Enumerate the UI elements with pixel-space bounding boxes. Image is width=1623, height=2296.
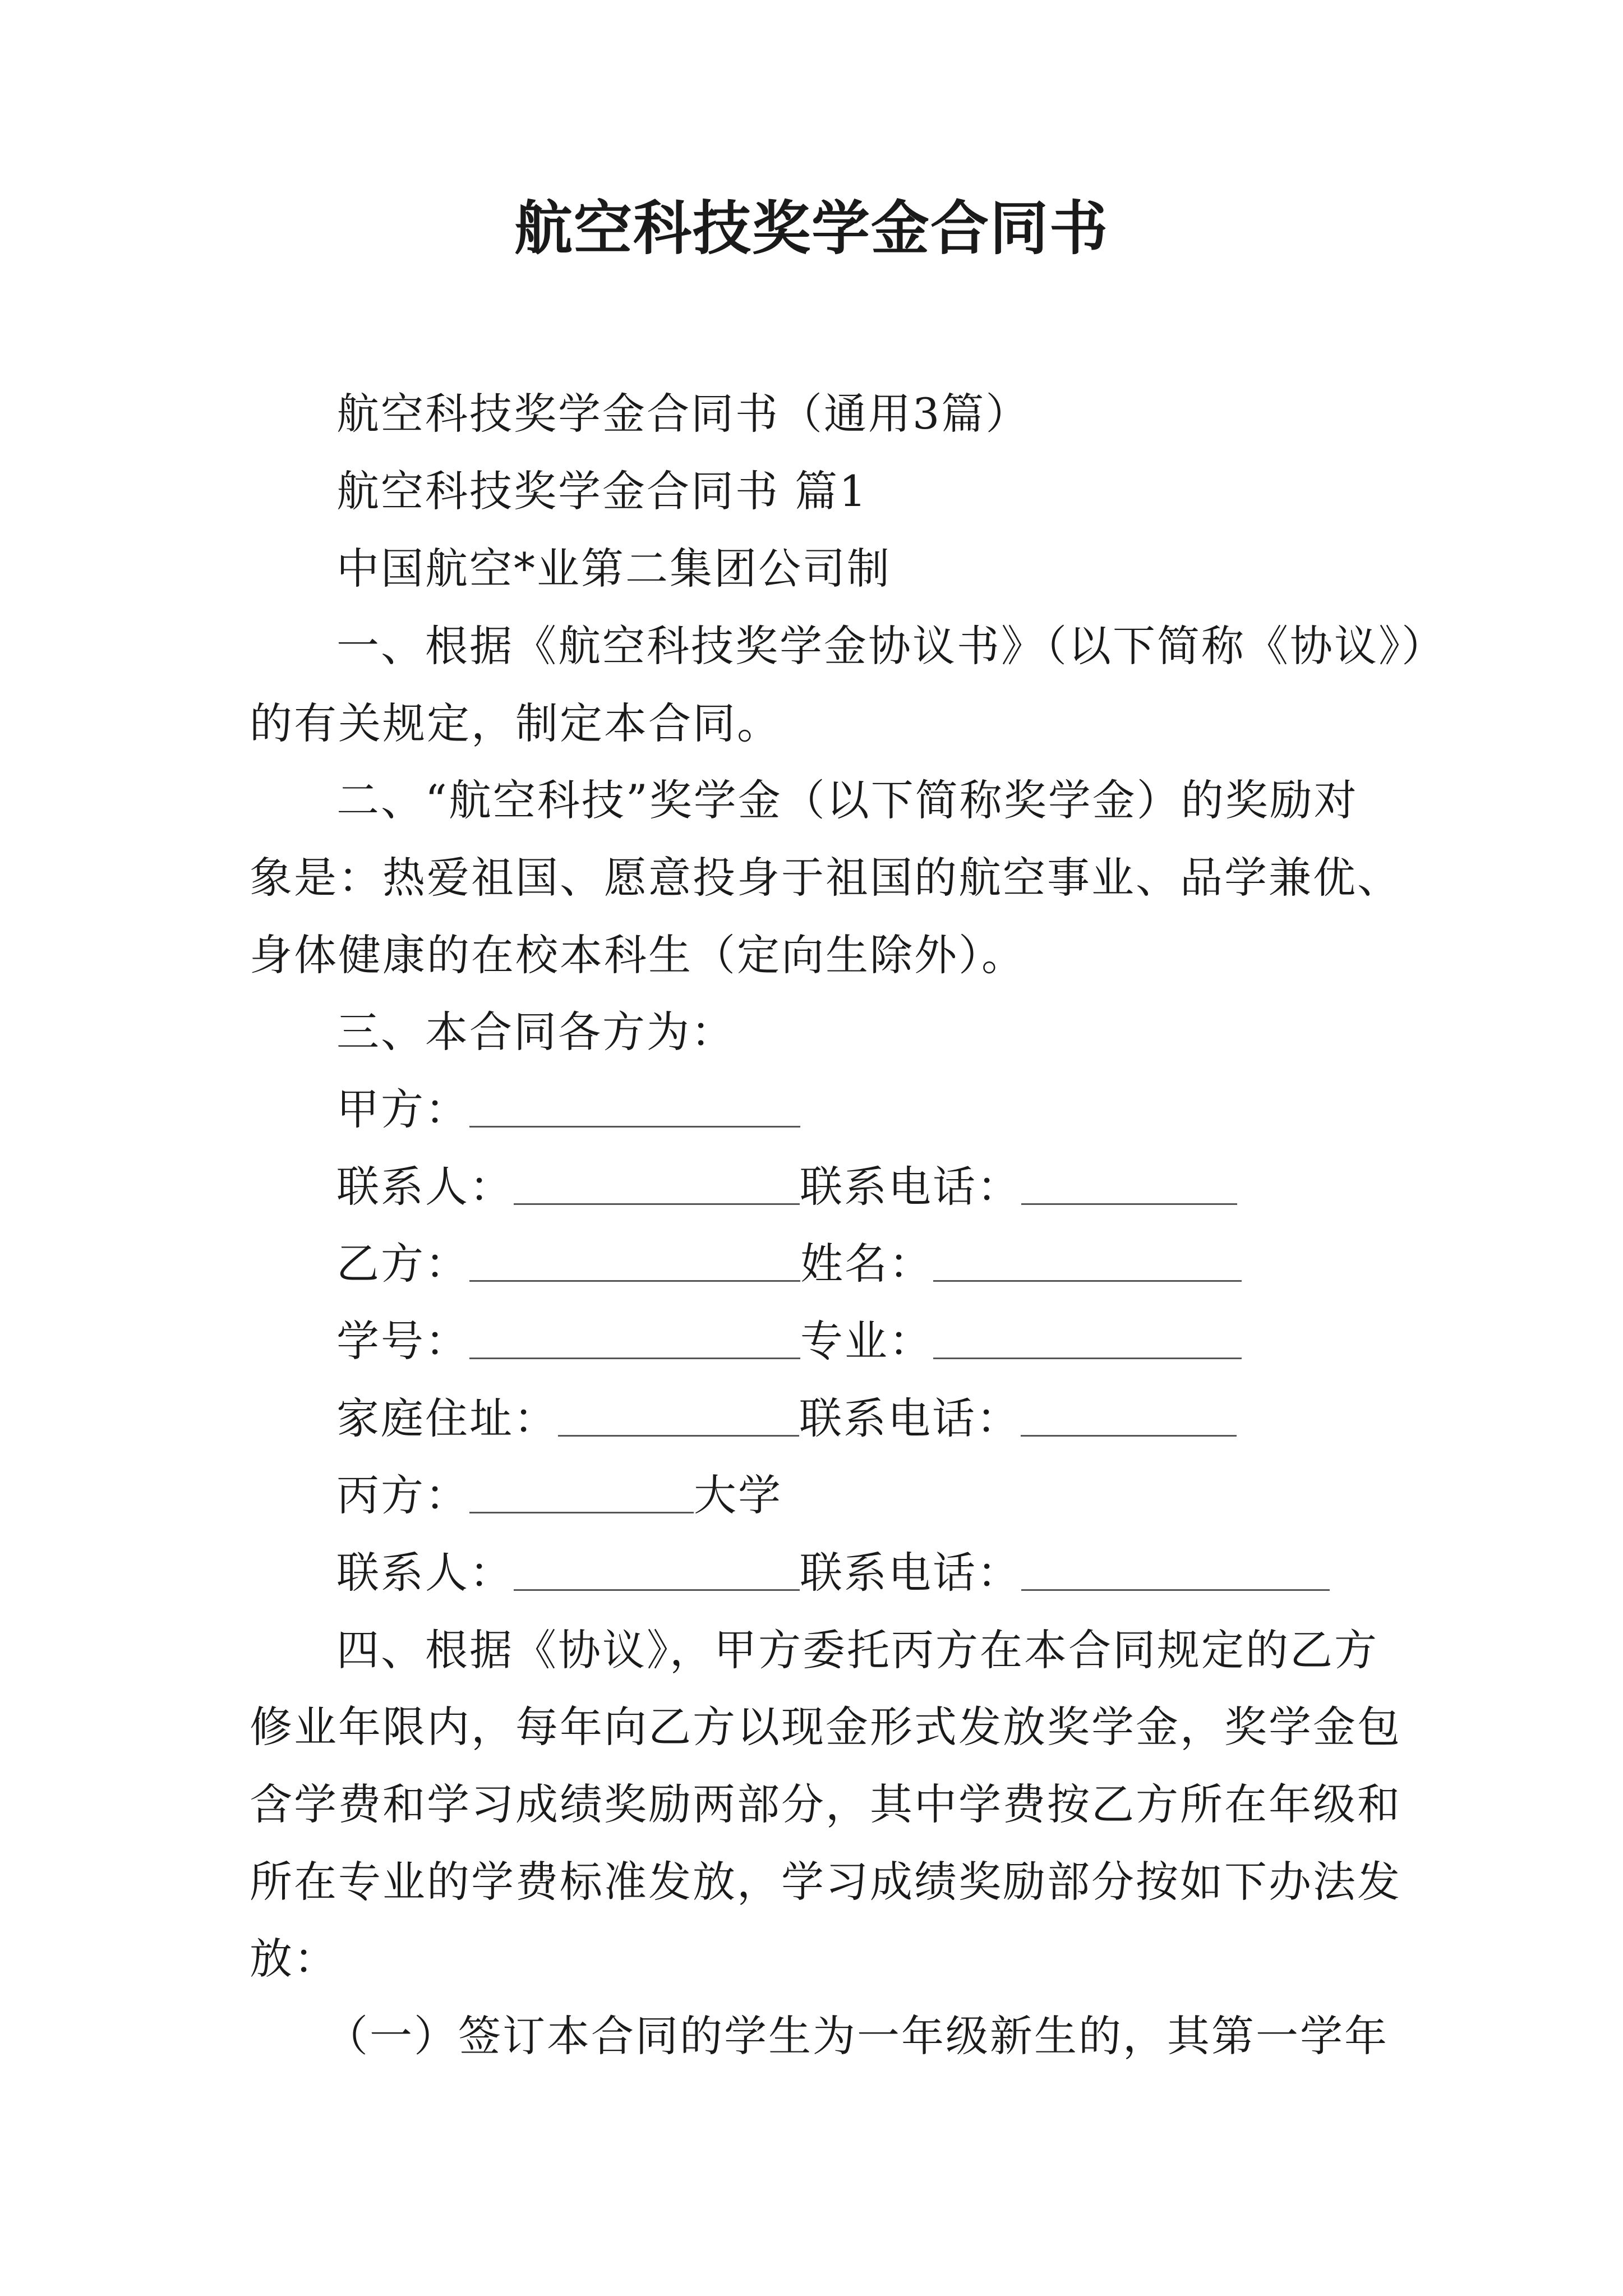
home-address-blank[interactable]: [558, 1400, 799, 1437]
document-subtitle: 航空科技奖学金合同书（通用3篇）: [336, 389, 1030, 439]
party-a-phone-label: 联系电话：: [800, 1162, 1021, 1212]
home-address-label: 家庭住址：: [336, 1393, 558, 1443]
student-id-blank[interactable]: [469, 1323, 800, 1359]
party-a-phone-blank[interactable]: [1021, 1168, 1237, 1205]
party-b-phone-label: 联系电话：: [799, 1393, 1021, 1443]
clause-4-line-2: 修业年限内，每年向乙方以现金形式发放奖学金，奖学金包: [250, 1702, 1401, 1752]
party-c-suffix: 大学: [694, 1470, 782, 1520]
major-label: 专业：: [800, 1316, 933, 1366]
party-c-blank[interactable]: [469, 1477, 694, 1513]
clause-4-line-1: 四、根据《协议》，甲方委托丙方在本合同规定的乙方: [336, 1625, 1378, 1675]
party-b-label: 乙方：: [336, 1239, 469, 1289]
party-a-label: 甲方：: [336, 1084, 469, 1134]
party-b-name-blank[interactable]: [933, 1245, 1242, 1282]
party-a-row: [336, 1084, 800, 1134]
issuer-line: 中国航空*业第二集团公司制: [336, 544, 891, 593]
party-b-blank[interactable]: [469, 1245, 800, 1282]
party-b-row: [336, 1239, 1242, 1289]
party-a-blank[interactable]: [469, 1091, 800, 1128]
student-id-row: [336, 1316, 1242, 1366]
clause-2-line-1: 二、“航空科技”奖学金（以下简称奖学金）的奖励对: [336, 775, 1358, 825]
clause-1-line-2: 的有关规定，制定本合同。: [250, 698, 781, 748]
home-address-row: [336, 1393, 1237, 1443]
part-heading: 航空科技奖学金合同书 篇1: [336, 466, 868, 516]
clause-3-heading: 三、本合同各方为：: [336, 1007, 735, 1057]
clause-4-line-4: 所在专业的学费标准发放，学习成绩奖励部分按如下办法发: [250, 1857, 1401, 1907]
clause-4-line-3: 含学费和学习成绩奖励两部分，其中学费按乙方所在年级和: [250, 1779, 1401, 1829]
party-a-contact-row: [336, 1162, 1237, 1212]
clause-2-line-2: 象是：热爱祖国、愿意投身于祖国的航空事业、品学兼优、: [250, 853, 1401, 903]
party-a-contact-label: 联系人：: [336, 1162, 514, 1212]
party-c-contact-label: 联系人：: [336, 1548, 514, 1598]
party-a-contact-blank[interactable]: [514, 1168, 800, 1205]
party-c-phone-label: 联系电话：: [800, 1548, 1021, 1598]
clause-2-line-3: 身体健康的在校本科生（定向生除外）。: [250, 930, 1026, 980]
clause-4-sub-1: （一）签订本合同的学生为一年级新生的，其第一学年: [325, 2011, 1389, 2061]
party-c-contact-blank[interactable]: [514, 1554, 800, 1591]
party-b-name-label: 姓名：: [800, 1239, 933, 1289]
party-c-row: [336, 1470, 782, 1520]
student-id-label: 学号：: [336, 1316, 469, 1366]
clause-4-line-5: 放：: [250, 1934, 338, 1984]
document-title: 航空科技奖学金合同书: [514, 194, 1109, 263]
major-blank[interactable]: [933, 1323, 1242, 1359]
party-c-label: 丙方：: [336, 1470, 469, 1520]
party-b-phone-blank[interactable]: [1021, 1400, 1237, 1437]
party-c-phone-blank[interactable]: [1021, 1554, 1330, 1591]
party-c-contact-row: [336, 1548, 1330, 1598]
clause-1-line-1: 一、根据《航空科技奖学金协议书》（以下简称《协议》）: [336, 621, 1446, 671]
